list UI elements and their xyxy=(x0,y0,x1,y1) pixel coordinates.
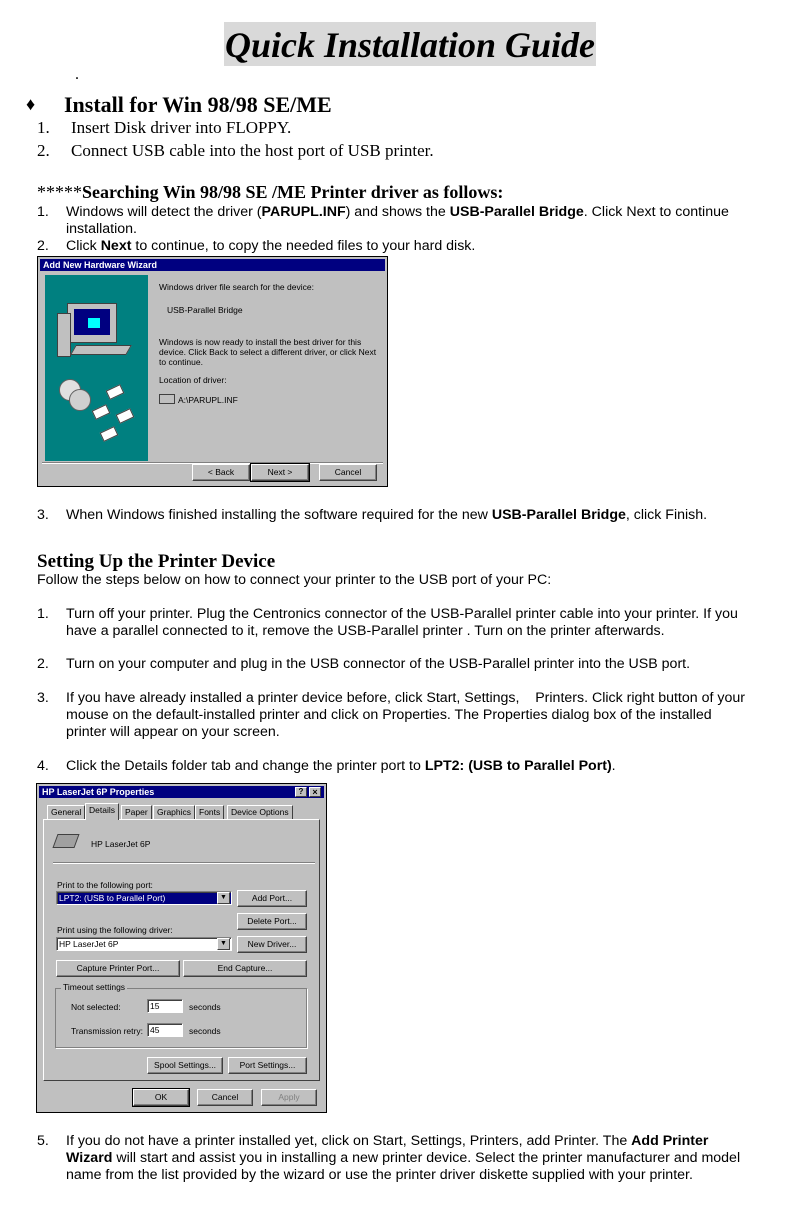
diamond-bullet-icon: ♦ xyxy=(26,94,36,114)
setup-step-5 xyxy=(66,1133,708,1150)
step-number: 1. xyxy=(37,606,49,622)
cancel-button[interactable]: Cancel xyxy=(319,464,377,481)
wizard-ready-text: device. Click Back to select a different driver, or click Next xyxy=(159,347,377,357)
delete-port-button[interactable]: Delete Port... xyxy=(237,913,307,930)
seconds-label: seconds xyxy=(189,1002,221,1012)
driver-file-name: PARUPL.INF xyxy=(261,204,346,220)
step-number: 3. xyxy=(37,507,49,523)
search-step-1-cont: installation. xyxy=(66,221,137,237)
next-button[interactable]: Next > xyxy=(251,464,309,481)
device-name: USB-Parallel Bridge xyxy=(449,204,584,220)
next-keyword: Next xyxy=(100,238,132,254)
setup-step-1: Turn off your printer. Plug the Centronics connector of the USB-Parallel printer cable into your printer. If you xyxy=(66,606,738,622)
search-step-1 xyxy=(66,204,729,221)
step-number: 4. xyxy=(37,758,49,774)
chevron-down-icon[interactable]: ▼ xyxy=(217,892,230,904)
text-run: will start and assist you in installing a new printer device. Select the printer manufacturer and model xyxy=(112,1150,741,1166)
step-number: 2. xyxy=(37,238,49,254)
setup-step-3-cont: mouse on the default-installed printer and click on Properties. The Properties dialog box of the installed xyxy=(66,707,712,723)
tab-graphics[interactable]: Graphics xyxy=(153,805,195,820)
printer-name: HP LaserJet 6P xyxy=(91,839,151,849)
end-capture-button[interactable]: End Capture... xyxy=(183,960,307,977)
step-text: Connect USB cable into the host port of USB printer. xyxy=(71,141,434,160)
text-run: Click the Details folder tab and change the printer port to xyxy=(66,758,425,774)
searching-heading xyxy=(37,182,503,203)
driver-label: Print using the following driver: xyxy=(57,925,173,935)
page-title: Quick Installation Guide xyxy=(224,25,596,65)
floppy-disk-icon xyxy=(106,384,125,400)
setup-step-5-cont xyxy=(66,1150,740,1167)
help-button[interactable]: ? xyxy=(295,787,307,797)
spool-settings-button[interactable]: Spool Settings... xyxy=(147,1057,223,1074)
step-number: 3. xyxy=(37,690,49,706)
printer-properties-dialog xyxy=(36,783,327,1113)
step-number: 1. xyxy=(37,204,49,220)
floppy-disk-icon xyxy=(116,408,135,424)
chevron-down-icon[interactable]: ▼ xyxy=(217,938,230,950)
wizard-keyword: Wizard xyxy=(66,1150,113,1166)
new-driver-button[interactable]: New Driver... xyxy=(237,936,307,953)
apply-button[interactable]: Apply xyxy=(261,1089,317,1106)
computer-monitor-icon xyxy=(67,303,117,343)
device-name: USB-Parallel Bridge xyxy=(491,507,626,523)
add-port-button[interactable]: Add Port... xyxy=(237,890,307,907)
section-heading-install: Install for Win 98/98 SE/ME xyxy=(64,92,332,117)
port-label: Print to the following port: xyxy=(57,880,153,890)
cd-disc-icon xyxy=(69,389,91,411)
floppy-disk-icon xyxy=(100,426,119,442)
tab-device-options[interactable]: Device Options xyxy=(227,805,293,820)
step-text: Insert Disk driver into FLOPPY. xyxy=(71,118,292,137)
step-number: 2. xyxy=(37,141,50,160)
not-selected-label: Not selected: xyxy=(71,1002,121,1012)
timeout-label: Timeout settings xyxy=(63,982,126,992)
add-new-hardware-wizard-dialog xyxy=(37,256,388,487)
wizard-illustration xyxy=(45,275,148,461)
back-button[interactable]: < Back xyxy=(192,464,250,481)
transmission-retry-label: Transmission retry: xyxy=(71,1026,143,1036)
setup-step-1-cont: have a parallel connected to it, remove the USB-Parallel printer . Turn on the printer afterwards. xyxy=(66,623,665,639)
not-selected-input[interactable]: 15 xyxy=(147,999,183,1013)
text-run: . Click Next to continue xyxy=(583,204,729,220)
searching-heading-text: Searching Win 98/98 SE /ME Printer driver as follows: xyxy=(82,182,504,202)
text-run: ) and shows the xyxy=(345,204,450,220)
title-dot: . xyxy=(75,66,79,83)
text-run: , click Finish. xyxy=(625,507,708,523)
stars-prefix: ***** xyxy=(37,182,82,202)
capture-printer-port-button[interactable]: Capture Printer Port... xyxy=(56,960,180,977)
floppy-disk-icon xyxy=(92,404,111,420)
wizard-device-name: USB-Parallel Bridge xyxy=(167,305,243,315)
port-select[interactable]: LPT2: (USB to Parallel Port) xyxy=(56,891,232,905)
text-run: When Windows finished installing the software required for the new xyxy=(66,507,492,523)
seconds-label: seconds xyxy=(189,1026,221,1036)
timeout-group xyxy=(55,988,307,1048)
tab-fonts[interactable]: Fonts xyxy=(195,805,224,820)
properties-title-bar: HP LaserJet 6P Properties xyxy=(39,786,324,798)
driver-select[interactable]: HP LaserJet 6P xyxy=(56,937,232,951)
setup-step-5-cont: name from the list provided by the wizard or use the printer driver diskette supplied with your printer. xyxy=(66,1167,693,1183)
computer-tower-icon xyxy=(57,313,71,357)
driver-path: A:\PARUPL.INF xyxy=(178,395,238,405)
setup-heading: Setting Up the Printer Device xyxy=(37,551,276,572)
text-run: Windows will detect the driver ( xyxy=(66,204,262,220)
step-number: 1. xyxy=(37,118,50,137)
keyboard-icon xyxy=(70,345,132,355)
floppy-drive-icon xyxy=(159,394,175,404)
port-name: LPT2: (USB to Parallel Port) xyxy=(424,758,612,774)
text-run: If you do not have a printer installed yet, click on Start, Settings, Printers, add Printer. The xyxy=(66,1133,632,1149)
ok-button[interactable]: OK xyxy=(133,1089,189,1106)
tab-general[interactable]: General xyxy=(47,805,85,820)
wizard-ready-text: to continue. xyxy=(159,357,203,367)
text-run: . xyxy=(611,758,616,774)
setup-intro: Follow the steps below on how to connect your printer to the USB port of your PC: xyxy=(37,572,552,588)
text-run: Click xyxy=(66,238,101,254)
cancel-button[interactable]: Cancel xyxy=(197,1089,253,1106)
search-step-3 xyxy=(66,507,707,524)
tab-details[interactable]: Details xyxy=(85,803,119,820)
wizard-search-label: Windows driver file search for the device: xyxy=(159,282,314,292)
text-run: to continue, to copy the needed files to your hard disk. xyxy=(131,238,476,254)
wizard-title-bar: Add New Hardware Wizard xyxy=(40,259,385,271)
step-number: 5. xyxy=(37,1133,49,1149)
setup-step-4 xyxy=(66,758,616,775)
port-settings-button[interactable]: Port Settings... xyxy=(228,1057,307,1074)
divider xyxy=(53,862,315,864)
step-number: 2. xyxy=(37,656,49,672)
setup-step-3-cont: printer will appear on your screen. xyxy=(66,724,280,740)
close-button[interactable]: × xyxy=(309,787,321,797)
search-step-2 xyxy=(66,238,475,255)
setup-step-2: Turn on your computer and plug in the USB connector of the USB-Parallel printer into the USB port. xyxy=(66,656,691,672)
add-printer-keyword: Add Printer xyxy=(631,1133,709,1149)
tab-paper[interactable]: Paper xyxy=(121,805,152,820)
wizard-ready-text: Windows is now ready to install the best driver for this xyxy=(159,337,362,347)
location-label: Location of driver: xyxy=(159,375,227,385)
transmission-retry-input[interactable]: 45 xyxy=(147,1023,183,1037)
setup-step-3: If you have already installed a printer device before, click Start, Settings, Printers. Click right button of your xyxy=(66,690,745,706)
